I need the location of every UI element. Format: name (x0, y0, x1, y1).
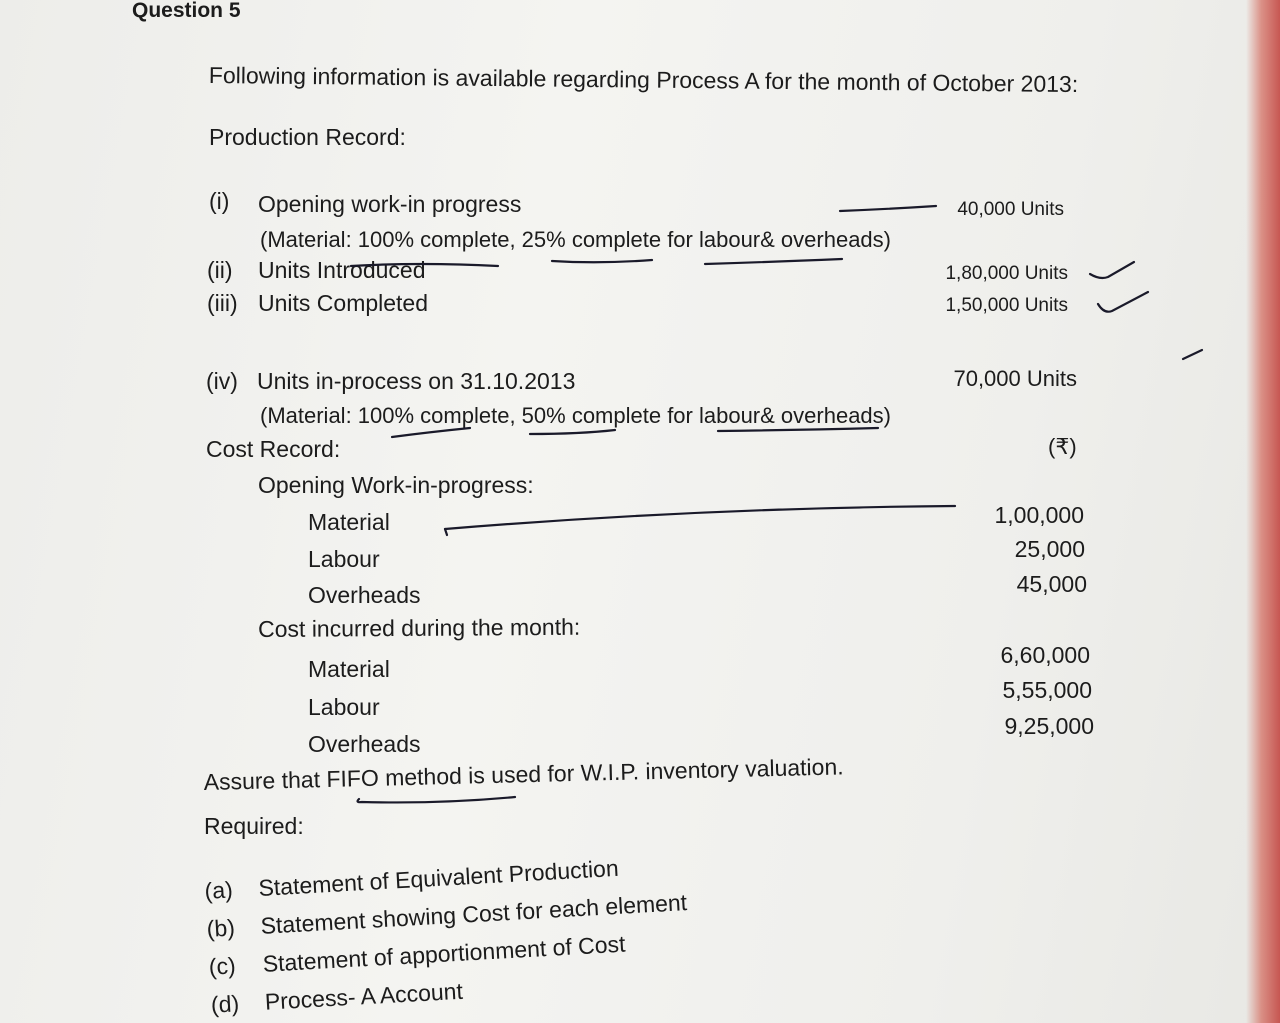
item-iv-note: (Material: 100% complete, 50% complete for labour& overheads) (260, 403, 891, 428)
opening-material-value: 1,00,000 (994, 502, 1084, 528)
opening-labour-value: 25,000 (1014, 536, 1085, 562)
required-b-marker: (b) (206, 914, 236, 942)
item-iii-value: 1,50,000 Units (945, 295, 1068, 316)
item-i-note: (Material: 100% complete, 25% complete for labour& overheads) (260, 227, 891, 252)
page-edge-shadow (1246, 0, 1280, 1023)
incurred-heading: Cost incurred during the month: (257, 613, 581, 642)
opening-overheads-value: 45,000 (1016, 571, 1087, 597)
opening-labour-label: Labour (308, 546, 380, 572)
intro-text: Following information is available regarding Process A for the month of October 2013: (208, 62, 1079, 98)
incurred-overheads-value: 9,25,000 (1004, 713, 1094, 739)
required-d-label: Process- A Account (264, 977, 464, 1015)
incurred-material-value: 6,60,000 (1000, 642, 1090, 668)
required-heading: Required: (204, 813, 304, 839)
incurred-labour-label: Labour (308, 694, 380, 720)
incurred-overheads-label: Overheads (308, 731, 421, 757)
item-iv-label: Units in-process on 31.10.2013 (257, 368, 576, 394)
item-iv-marker: (iv) (206, 368, 238, 394)
incurred-labour-value: 5,55,000 (1002, 677, 1092, 703)
item-ii-value: 1,80,000 Units (945, 263, 1068, 284)
opening-material-label: Material (308, 509, 390, 535)
required-c-label: Statement of apportionment of Cost (262, 930, 627, 977)
question-title: Question 5 (132, 0, 241, 22)
item-ii-label: Units Introduced (258, 257, 426, 283)
item-i-marker: (i) (209, 188, 230, 214)
required-a-label: Statement of Equivalent Production (257, 854, 620, 901)
required-c-marker: (c) (208, 952, 237, 980)
assumption-text: Assure that FIFO method is used for W.I.P. inventory valuation. (203, 753, 844, 795)
incurred-material-label: Material (308, 656, 390, 682)
cost-record-heading: Cost Record: (206, 436, 341, 462)
item-i-label: Opening work-in progress (258, 191, 522, 217)
item-iii-label: Units Completed (258, 290, 429, 316)
opening-wip-heading: Opening Work-in-progress: (258, 472, 534, 498)
required-b-label: Statement showing Cost for each element (259, 889, 688, 939)
item-iv-value: 70,000 Units (953, 366, 1077, 391)
currency-label: (₹) (1048, 434, 1077, 459)
required-d-marker: (d) (210, 990, 240, 1018)
opening-overheads-label: Overheads (308, 582, 421, 608)
item-i-value: 40,000 Units (957, 199, 1064, 220)
production-record-heading: Production Record: (209, 124, 406, 150)
required-a-marker: (a) (203, 876, 234, 904)
item-ii-marker: (ii) (207, 257, 233, 283)
item-iii-marker: (iii) (207, 290, 238, 316)
